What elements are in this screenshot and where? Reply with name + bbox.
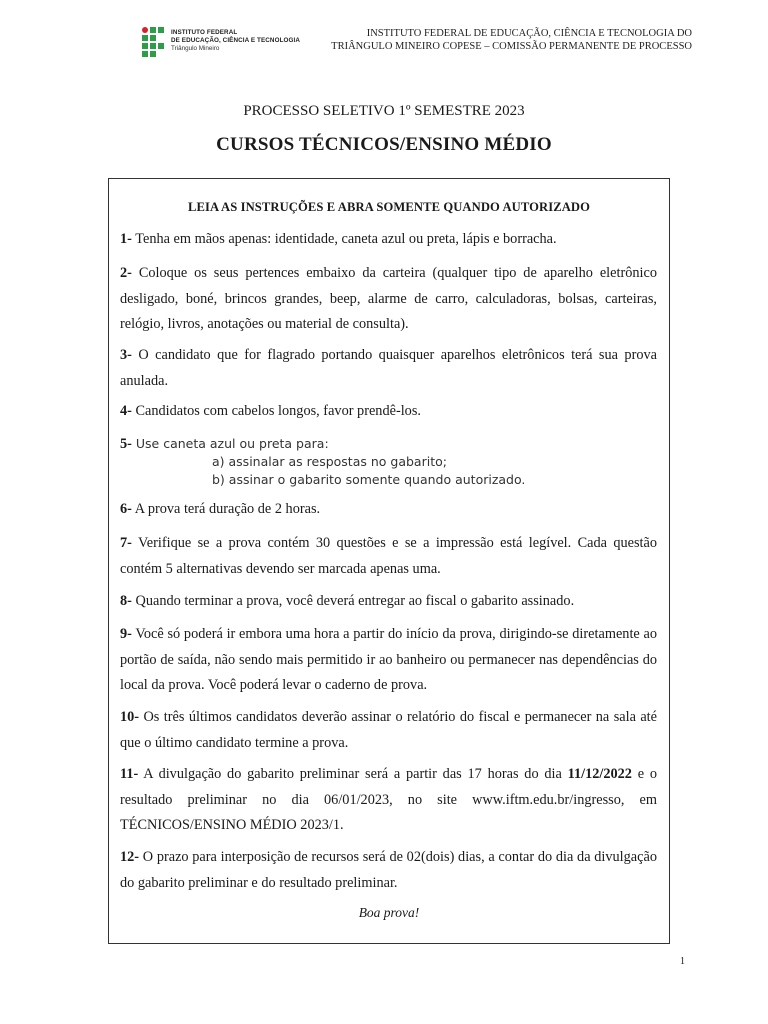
instruction-text-cont: e o resultado preliminar no dia 06/01/2023, no site www.iftm.edu.br/ingresso, em TÉCNICOS/ENSINO MÉDIO 2023/1. [120, 766, 657, 833]
instruction-text: O candidato que for flagrado portando quaisquer aparelhos eletrônicos terá sua prova anulada. [120, 347, 657, 389]
logo-text [171, 29, 300, 53]
header-line-1: INSTITUTO FEDERAL DE EDUCAÇÃO, CIÊNCIA E TECNOLOGIA DO [366, 28, 692, 39]
process-title: PROCESSO SELETIVO 1º SEMESTRE 2023 [243, 103, 525, 119]
logo-line-2: DE EDUCAÇÃO, CIÊNCIA E TECNOLOGIA [171, 37, 301, 44]
instruction-number: 10- [120, 709, 140, 725]
logo-cell [150, 35, 156, 41]
institute-logo-icon [142, 27, 166, 57]
courses-title: CURSOS TÉCNICOS/ENSINO MÉDIO [216, 134, 552, 155]
gabarito-date: 11/12/2022 [567, 766, 632, 782]
instruction-text: A divulgação do gabarito preliminar será a partir das 17 horas do dia [138, 766, 568, 782]
instruction-number: 7- [120, 535, 132, 551]
instructions-heading: LEIA AS INSTRUÇÕES E ABRA SOMENTE QUANDO AUTORIZADO [187, 200, 591, 214]
instruction-number: 2- [120, 265, 132, 281]
instruction-10 [120, 705, 657, 756]
instruction-text: Os três últimos candidatos deverão assinar o relatório do fiscal e permanecer na sala até que o último candidato termine a prova. [120, 709, 657, 751]
instruction-5-sub-a: a) assinalar as respostas no gabarito; [212, 454, 447, 469]
instruction-1 [120, 227, 657, 253]
instruction-text: O prazo para interposição de recursos será de 02(dois) dias, a contar do dia da divulgação do gabarito preliminar e do resultado preliminar. [120, 849, 657, 891]
closing-message: Boa prova! [358, 905, 420, 920]
logo-cell [142, 43, 148, 49]
page-number: 1 [680, 956, 685, 967]
instruction-text: Tenha em mãos apenas: identidade, caneta azul ou preta, lápis e borracha. [131, 231, 557, 247]
instruction-6 [120, 497, 657, 523]
instruction-3 [120, 343, 657, 394]
instruction-number: 4- [120, 403, 132, 419]
logo-cell [150, 43, 156, 49]
header-line-2: TRIÂNGULO MINEIRO COPESE – COMISSÃO PERMANENTE DE PROCESSO [331, 41, 692, 52]
instruction-8 [120, 589, 657, 615]
instruction-5-sub-b: b) assinar o gabarito somente quando autorizado. [212, 472, 526, 487]
instruction-2 [120, 261, 657, 338]
logo-red-dot [142, 27, 148, 33]
instruction-11 [120, 762, 657, 839]
instruction-9 [120, 622, 657, 699]
document-header [300, 27, 692, 53]
instruction-text: A prova terá duração de 2 horas. [131, 501, 321, 517]
instruction-number: 3- [120, 347, 132, 363]
instruction-number: 9- [120, 626, 132, 642]
logo-cell [142, 51, 148, 57]
logo-line-1: INSTITUTO FEDERAL [171, 29, 238, 36]
instruction-5-intro [120, 435, 657, 453]
logo-line-3: Triângulo Mineiro [171, 45, 220, 52]
instruction-number: 8- [120, 593, 132, 609]
instruction-4 [120, 399, 657, 425]
instruction-number: 11- [120, 766, 139, 782]
instruction-text: Quando terminar a prova, você deverá entregar ao fiscal o gabarito assinado. [131, 593, 575, 609]
instruction-number: 12- [120, 849, 140, 865]
instruction-text: Use caneta azul ou preta para: [131, 436, 329, 451]
instruction-text: Candidatos com cabelos longos, favor prendê-los. [131, 403, 421, 419]
logo-cell [158, 27, 164, 33]
instruction-number: 5- [120, 436, 132, 452]
instruction-text: Coloque os seus pertences embaixo da carteira (qualquer tipo de aparelho eletrônico desligado, boné, brincos grandes, beep, alarme de carro, calculadoras, bolsas, carteiras, relógio, livros, anotações ou material de consulta). [120, 265, 657, 332]
iftm-logo [142, 27, 302, 61]
logo-cell [142, 35, 148, 41]
instructions-box [108, 178, 670, 944]
logo-cell [158, 43, 164, 49]
instruction-7 [120, 531, 657, 582]
instruction-12 [120, 845, 657, 896]
instruction-number: 1- [120, 231, 132, 247]
instruction-5 [120, 435, 657, 489]
instruction-text: Você só poderá ir embora uma hora a partir do início da prova, dirigindo-se diretamente ao portão de saída, não sendo mais permitido ir ao banheiro ou permanecer nas dependências do local da prova. Você poderá levar o caderno de prova. [120, 626, 657, 693]
instruction-text: Verifique se a prova contém 30 questões e se a impressão está legível. Cada questão contém 5 alternativas devendo ser marcada apenas uma. [120, 535, 657, 577]
logo-cell [150, 51, 156, 57]
logo-cell [150, 27, 156, 33]
instruction-number: 6- [120, 501, 132, 517]
